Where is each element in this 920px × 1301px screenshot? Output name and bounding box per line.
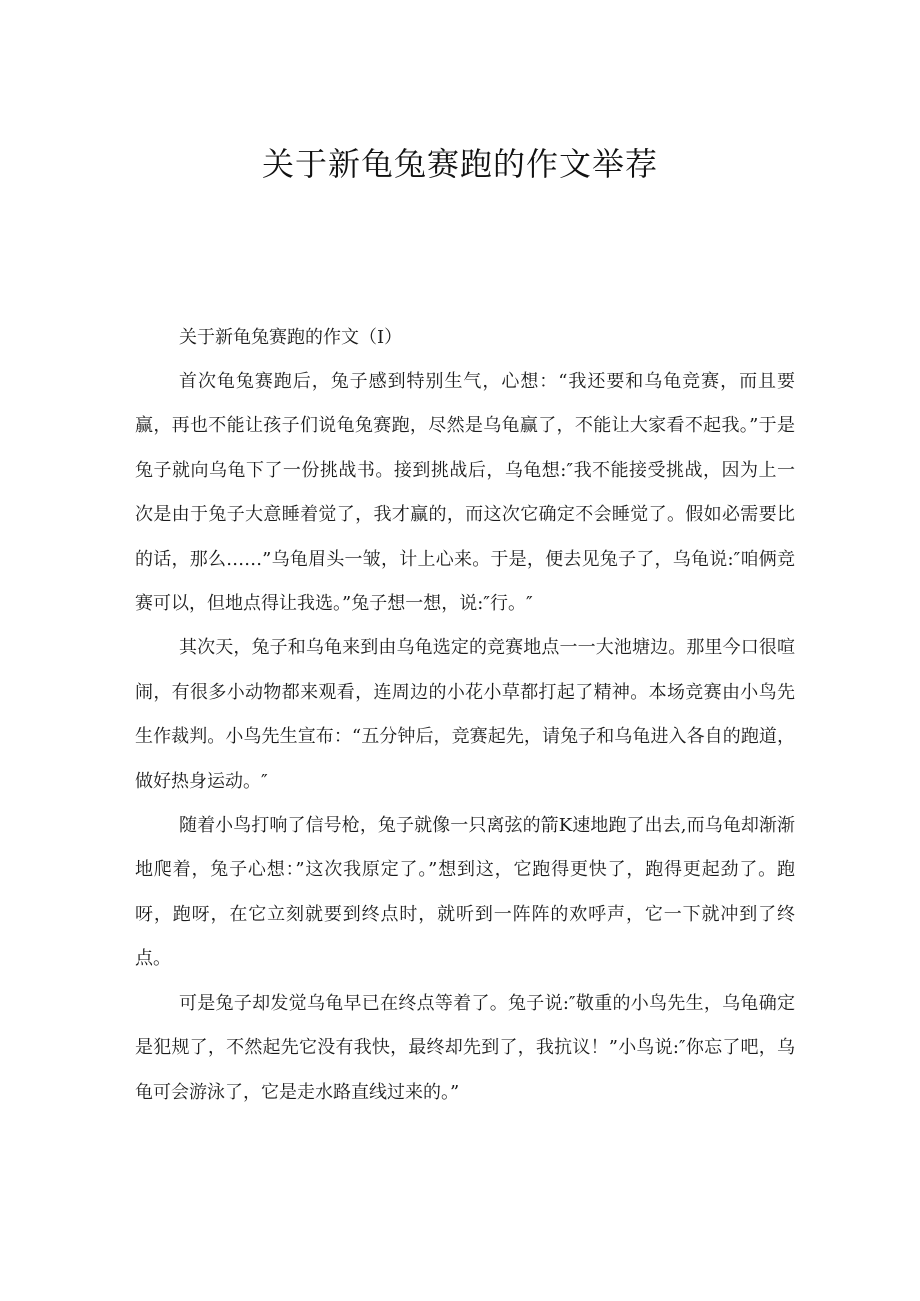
document-body	[135, 316, 795, 1115]
paragraph-3: 随着小鸟打响了信号枪，兔子就像一只离弦的箭K速地跑了出去,而乌龟却渐渐地爬着，兔子心想：”这次我原定了。”想到这，它跑得更快了，跑得更起劲了。跑呀，跑呀，在它立刻就要到终点时，就听到一阵阵的欢呼声，它一下就冲到了终点。	[135, 815, 795, 970]
document-title: 关于新龟兔赛跑的作文举荐	[261, 145, 658, 183]
paragraph-4: 可是兔子却发觉乌龟早已在终点等着了。兔子说:″敬重的小鸟先生，乌龟确定是犯规了，不然起先它没有我快，最终却先到了，我抗议！”小鸟说:″你忘了吧，乌龟可会游泳了，它是走水路直线过来的。”	[135, 992, 795, 1103]
paragraph-2: 其次天，兔子和乌龟来到由乌龟选定的竞赛地点一一大池塘边。那里今口很喧闹，有很多小动物都来观看，连周边的小花小草都打起了精神。本场竞赛由小鸟先生作裁判。小鸟先生宣布：“五分钟后，竞赛起先，请兔子和乌龟进入各自的跑道，做好热身运动。″	[135, 637, 795, 792]
paragraph-1: 首次龟兔赛跑后，兔子感到特别生气，心想：“我还要和乌龟竞赛，而且要赢，再也不能让孩子们说龟兔赛跑，尽然是乌龟赢了，不能让大家看不起我。”于是兔子就向乌龟下了一份挑战书。接到挑战后，乌龟想:″我不能接受挑战，因为上一次是由于兔子大意睡着觉了，我才赢的，而这次它确定不会睡觉了。假如必需要比的话，那么……”乌龟眉头一皱，计上心来。于是，便去见兔子了，乌龟说:″咱俩竞赛可以，但地点得让我选。”兔子想一想，说:″行。″	[135, 371, 795, 615]
section-heading: 关于新龟兔赛跑的作文（I）	[179, 327, 403, 348]
